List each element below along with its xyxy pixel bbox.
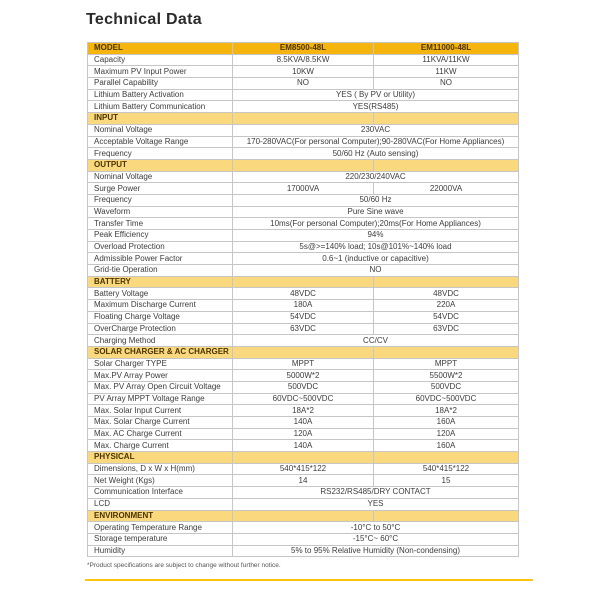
spec-value-span-cell: -10°C to 50°C (233, 522, 519, 534)
spec-label: Capacity (88, 54, 233, 66)
spec-value-cell: 160A (374, 440, 519, 452)
spec-value-cell: NO (374, 78, 519, 90)
accent-divider-line (85, 579, 533, 581)
spec-value-cell: 220A (374, 300, 519, 312)
spec-row (88, 194, 519, 206)
spec-label: Parallel Capability (88, 78, 233, 90)
spec-label: Storage temperature (88, 533, 233, 545)
section-empty-cell (233, 346, 374, 358)
spec-row (88, 253, 519, 265)
spec-value-cell: 60VDC~500VDC (233, 393, 374, 405)
section-label: PHYSICAL (88, 452, 233, 464)
spec-value-cell: 18A*2 (374, 405, 519, 417)
spec-value-cell: 63VDC (374, 323, 519, 335)
section-empty-cell (374, 276, 519, 288)
section-label: OUTPUT (88, 159, 233, 171)
spec-value-span-cell: 5% to 95% Relative Humidity (Non-condensing) (233, 545, 519, 557)
spec-row (88, 393, 519, 405)
spec-value-span-cell: CC/CV (233, 335, 519, 347)
spec-row (88, 171, 519, 183)
spec-row (88, 545, 519, 557)
spec-row (88, 440, 519, 452)
spec-value-cell: 11KVA/11KW (374, 54, 519, 66)
spec-value-cell: 5000W*2 (233, 370, 374, 382)
spec-row (88, 206, 519, 218)
spec-value-cell: 54VDC (374, 311, 519, 323)
section-empty-cell (374, 510, 519, 522)
spec-label: Nominal Voltage (88, 171, 233, 183)
spec-row (88, 101, 519, 113)
spec-value-span-cell: 50/60 Hz (233, 194, 519, 206)
spec-label: Maximum Discharge Current (88, 300, 233, 312)
spec-row (88, 323, 519, 335)
spec-value-cell: 10KW (233, 66, 374, 78)
section-empty-cell (233, 276, 374, 288)
spec-label: Dimensions, D x W x H(mm) (88, 463, 233, 475)
section-label: INPUT (88, 113, 233, 125)
spec-value-span-cell: 0.6~1 (inductive or capacitive) (233, 253, 519, 265)
spec-row (88, 66, 519, 78)
section-empty-cell (374, 159, 519, 171)
spec-row (88, 417, 519, 429)
spec-row (88, 522, 519, 534)
spec-label: LCD (88, 498, 233, 510)
spec-value-cell: 14 (233, 475, 374, 487)
spec-label: Max. Charge Current (88, 440, 233, 452)
section-empty-cell (233, 159, 374, 171)
spec-row (88, 381, 519, 393)
spec-label: Solar Charger TYPE (88, 358, 233, 370)
spec-value-span-cell: YES (233, 498, 519, 510)
model-header-row (88, 43, 519, 55)
footnote: *Product specifications are subject to change without further notice. (87, 562, 281, 569)
spec-value-cell: 540*415*122 (374, 463, 519, 475)
spec-row (88, 358, 519, 370)
spec-row (88, 498, 519, 510)
spec-value-span-cell: 94% (233, 230, 519, 242)
spec-row (88, 265, 519, 277)
spec-value-cell: 500VDC (233, 381, 374, 393)
spec-label: Max. AC Charge Current (88, 428, 233, 440)
spec-label: Overload Protection (88, 241, 233, 253)
spec-row (88, 311, 519, 323)
spec-row (88, 78, 519, 90)
spec-label: Max. PV Array Open Circuit Voltage (88, 381, 233, 393)
spec-value-cell: 11KW (374, 66, 519, 78)
spec-value-cell: MPPT (374, 358, 519, 370)
section-empty-cell (233, 113, 374, 125)
spec-label: Operating Temperature Range (88, 522, 233, 534)
spec-label: Floating Charge Voltage (88, 311, 233, 323)
section-header-row (88, 510, 519, 522)
spec-label: Max. Solar Charge Current (88, 417, 233, 429)
section-header-row (88, 113, 519, 125)
model-name-cell: EM11000-48L (374, 43, 519, 55)
spec-label: Communication Interface (88, 487, 233, 499)
section-header-row (88, 159, 519, 171)
spec-value-span-cell: RS232/RS485/DRY CONTACT (233, 487, 519, 499)
spec-value-cell: 8.5KVA/8.5KW (233, 54, 374, 66)
spec-label: Acceptable Voltage Range (88, 136, 233, 148)
spec-label: Battery Voltage (88, 288, 233, 300)
spec-value-cell: 18A*2 (233, 405, 374, 417)
spec-row (88, 335, 519, 347)
spec-label: Grid-tie Operation (88, 265, 233, 277)
spec-row (88, 405, 519, 417)
spec-label: Maximum PV Input Power (88, 66, 233, 78)
spec-row (88, 183, 519, 195)
spec-value-span-cell: YES(RS485) (233, 101, 519, 113)
spec-value-cell: 160A (374, 417, 519, 429)
spec-value-cell: 15 (374, 475, 519, 487)
spec-value-cell: 540*415*122 (233, 463, 374, 475)
section-header-row (88, 452, 519, 464)
spec-value-cell: 48VDC (233, 288, 374, 300)
spec-value-span-cell: 220/230/240VAC (233, 171, 519, 183)
spec-label: Surge Power (88, 183, 233, 195)
technical-data-table (87, 42, 519, 557)
spec-label: PV Array MPPT Voltage Range (88, 393, 233, 405)
spec-value-cell: 22000VA (374, 183, 519, 195)
spec-label: OverCharge Protection (88, 323, 233, 335)
spec-label: Net Weight (Kgs) (88, 475, 233, 487)
spec-row (88, 475, 519, 487)
section-empty-cell (374, 452, 519, 464)
spec-value-span-cell: 5s@>=140% load; 10s@101%~140% load (233, 241, 519, 253)
spec-value-span-cell: 50/60 Hz (Auto sensing) (233, 148, 519, 160)
spec-value-span-cell: Pure Sine wave (233, 206, 519, 218)
spec-label: Lithium Battery Communication (88, 101, 233, 113)
model-header-label: MODEL (88, 43, 233, 55)
spec-label: Admissible Power Factor (88, 253, 233, 265)
spec-value-cell: 140A (233, 417, 374, 429)
spec-value-cell: 140A (233, 440, 374, 452)
section-empty-cell (374, 113, 519, 125)
model-name-cell: EM8500-48L (233, 43, 374, 55)
section-header-row (88, 276, 519, 288)
spec-row (88, 370, 519, 382)
spec-label: Humidity (88, 545, 233, 557)
spec-table-body (88, 43, 519, 557)
spec-value-cell: 120A (233, 428, 374, 440)
spec-value-cell: MPPT (233, 358, 374, 370)
spec-row (88, 230, 519, 242)
spec-value-cell: 63VDC (233, 323, 374, 335)
spec-row (88, 124, 519, 136)
spec-value-cell: 54VDC (233, 311, 374, 323)
section-label: SOLAR CHARGER & AC CHARGER (88, 346, 233, 358)
spec-value-cell: 60VDC~500VDC (374, 393, 519, 405)
spec-value-span-cell: -15°C~ 60°C (233, 533, 519, 545)
spec-value-cell: 180A (233, 300, 374, 312)
spec-row (88, 487, 519, 499)
spec-row (88, 241, 519, 253)
page-title: Technical Data (86, 11, 202, 28)
spec-label: Max.PV Array Power (88, 370, 233, 382)
spec-value-span-cell: 230VAC (233, 124, 519, 136)
spec-label: Waveform (88, 206, 233, 218)
spec-value-span-cell: NO (233, 265, 519, 277)
spec-row (88, 533, 519, 545)
section-empty-cell (374, 346, 519, 358)
spec-value-cell: 120A (374, 428, 519, 440)
spec-value-span-cell: 10ms(For personal Computer);20ms(For Home Appliances) (233, 218, 519, 230)
spec-label: Frequency (88, 194, 233, 206)
spec-value-cell: 500VDC (374, 381, 519, 393)
section-header-row (88, 346, 519, 358)
section-label: BATTERY (88, 276, 233, 288)
spec-label: Max. Solar Input Current (88, 405, 233, 417)
spec-value-span-cell: 170-280VAC(For personal Computer);90-280VAC(For Home Appliances) (233, 136, 519, 148)
spec-row (88, 218, 519, 230)
spec-value-cell: NO (233, 78, 374, 90)
spec-value-span-cell: YES ( By PV or Utility) (233, 89, 519, 101)
spec-value-cell: 17000VA (233, 183, 374, 195)
spec-label: Peak Efficiency (88, 230, 233, 242)
spec-label: Transfer Time (88, 218, 233, 230)
spec-value-cell: 48VDC (374, 288, 519, 300)
spec-row (88, 463, 519, 475)
spec-row (88, 136, 519, 148)
spec-label: Nominal Voltage (88, 124, 233, 136)
spec-value-cell: 5500W*2 (374, 370, 519, 382)
spec-label: Charging Method (88, 335, 233, 347)
spec-row (88, 148, 519, 160)
spec-label: Lithium Battery Activation (88, 89, 233, 101)
spec-row (88, 288, 519, 300)
spec-row (88, 300, 519, 312)
section-empty-cell (233, 510, 374, 522)
spec-label: Frequency (88, 148, 233, 160)
spec-row (88, 54, 519, 66)
spec-row (88, 89, 519, 101)
section-label: ENVIRONMENT (88, 510, 233, 522)
spec-row (88, 428, 519, 440)
section-empty-cell (233, 452, 374, 464)
